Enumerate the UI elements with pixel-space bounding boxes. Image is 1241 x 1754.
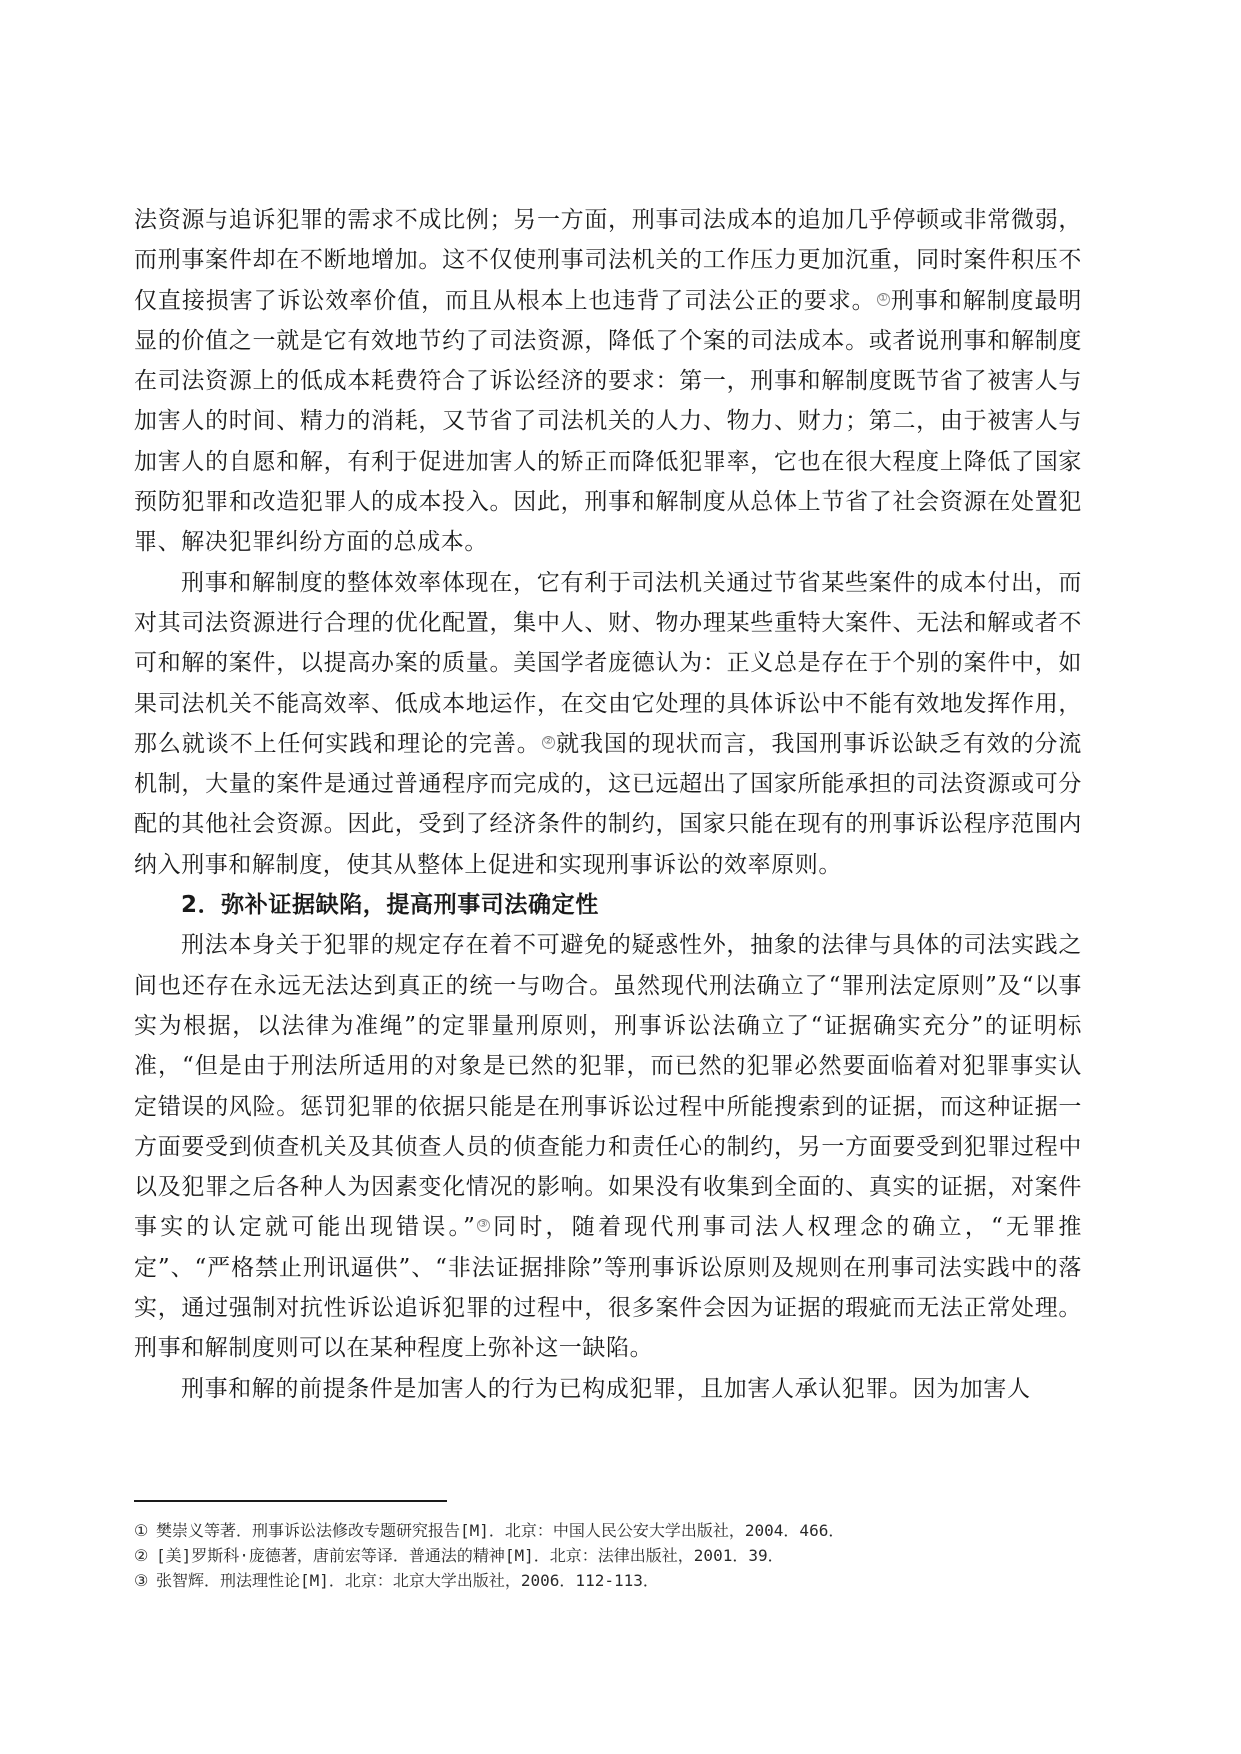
footnote-2-text: [美]罗斯科·庞德著，唐前宏等译．普通法的精神[M]．北京：法律出版社，2001．39． xyxy=(156,1546,784,1565)
footnote-3-mark: ③ xyxy=(134,1571,149,1590)
body-text xyxy=(134,200,1082,1409)
paragraph-4-part-1: 刑事和解的前提条件是加害人的行为已构成犯罪，且加害人承认犯罪。因为加害人 xyxy=(181,1375,1031,1402)
footnote-ref-3[interactable]: ③ xyxy=(477,1219,490,1232)
paragraph-3-part-2: 同时，随着现代刑事司法人权理念的确立，“无罪推定”、“严格禁止刑讯逼供”、“非法证据排除”等刑事诉讼原则及规则在刑事司法实践中的落实，通过强制对抗性诉讼追诉犯罪的过程中，很多案件会因为证据的瑕疵而无法正常处理。刑事和解制度则可以在某种程度上弥补这一缺陷。 xyxy=(134,1214,1082,1362)
paragraph-1-part-1: 法资源与追诉犯罪的需求不成比例；另一方面，刑事司法成本的追加几乎停顿或非常微弱，而刑事案件却在不断地增加。这不仅使刑事司法机关的工作压力更加沉重，同时案件积压不仅直接损害了诉讼效率价值，而且从根本上也违背了司法公正的要求。 xyxy=(134,207,1082,314)
footnote-2-mark: ② xyxy=(134,1546,149,1565)
footnote-1-mark: ① xyxy=(134,1521,149,1540)
paragraph-1-part-2: 刑事和解制度最明显的价值之一就是它有效地节约了司法资源，降低了个案的司法成本。或者说刑事和解制度在司法资源上的低成本耗费符合了诉讼经济的要求：第一，刑事和解制度既节省了被害人与加害人的时间、精力的消耗，又节省了司法机关的人力、物力、财力；第二，由于被害人与加害人的自愿和解，有利于促进加害人的矫正而降低犯罪率，它也在很大程度上降低了国家预防犯罪和改造犯罪人的成本投入。因此，刑事和解制度从总体上节省了社会资源在处置犯罪、解决犯罪纠纷方面的总成本。 xyxy=(134,287,1082,556)
paragraph-3 xyxy=(134,925,1082,1368)
footnote-1-text: 樊崇义等著．刑事诉讼法修改专题研究报告[M]．北京：中国人民公安大学出版社，2004．466． xyxy=(156,1521,845,1540)
paragraph-2-part-2: 就我国的现状而言，我国刑事诉讼缺乏有效的分流机制，大量的案件是通过普通程序而完成的，这已远超出了国家所能承担的司法资源或可分配的其他社会资源。因此，受到了经济条件的制约，国家只能在现有的刑事诉讼程序范围内纳入刑事和解制度，使其从整体上促进和实现刑事诉讼的效率原则。 xyxy=(134,730,1083,878)
paragraph-2-part-1: 刑事和解制度的整体效率体现在，它有利于司法机关通过节省某些案件的成本付出，而对其司法资源进行合理的优化配置，集中人、财、物办理某些重特大案件、无法和解或者不可和解的案件，以提高办案的质量。美国学者庞德认为：正义总是存在于个别的案件中，如果司法机关不能高效率、低成本地运作，在交由它处理的具体诉讼中不能有效地发挥作用，那么就谈不上任何实践和理论的完善。 xyxy=(134,569,1082,757)
footnote-divider xyxy=(134,1500,447,1502)
paragraph-1 xyxy=(134,200,1082,563)
footnote-2 xyxy=(134,1543,1082,1568)
footnote-3 xyxy=(134,1568,1082,1593)
paragraph-2 xyxy=(134,563,1082,885)
paragraph-4 xyxy=(134,1369,1082,1409)
footnote-1 xyxy=(134,1518,1082,1543)
footnote-ref-1[interactable]: ① xyxy=(877,293,890,306)
footnote-3-text: 张智辉．刑法理性论[M]．北京：北京大学出版社，2006．112-113． xyxy=(156,1571,659,1590)
footnotes xyxy=(134,1518,1082,1593)
footnote-ref-2[interactable]: ② xyxy=(542,736,555,749)
paragraph-3-part-1: 刑法本身关于犯罪的规定存在着不可避免的疑惑性外，抽象的法律与具体的司法实践之间也还存在永远无法达到真正的统一与吻合。虽然现代刑法确立了“罪刑法定原则”及“以事实为根据，以法律为准绳”的定罪量刑原则，刑事诉讼法确立了“证据确实充分”的证明标准，“但是由于刑法所适用的对象是已然的犯罪，而已然的犯罪必然要面临着对犯罪事实认定错误的风险。惩罚犯罪的依据只能是在刑事诉讼过程中所能搜索到的证据，而这种证据一方面要受到侦查机关及其侦查人员的侦查能力和责任心的制约，另一方面要受到犯罪过程中以及犯罪之后各种人为因素变化情况的影响。如果没有收集到全面的、真实的证据，对案件事实的认定就可能出现错误。” xyxy=(134,932,1082,1241)
section-heading: 2．弥补证据缺陷，提高刑事司法确定性 xyxy=(181,892,599,919)
